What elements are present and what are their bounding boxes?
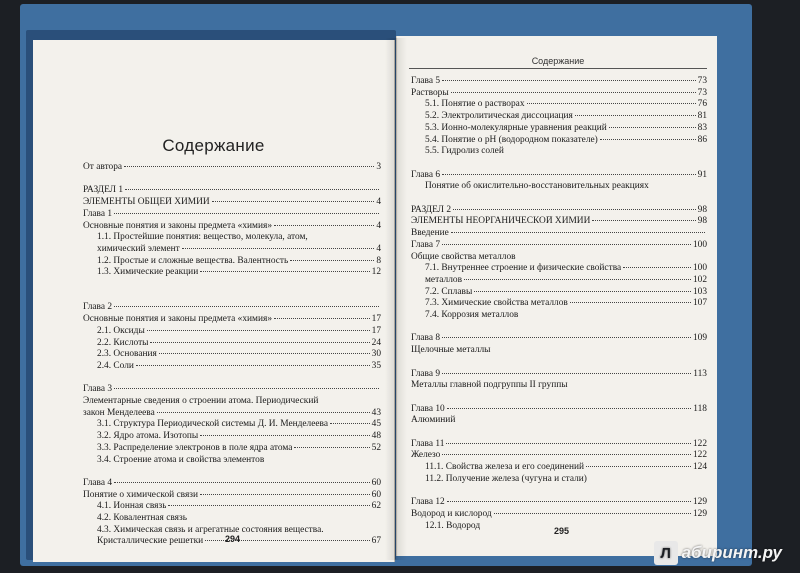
toc-entry	[83, 396, 381, 408]
toc-entry-page: 12	[371, 267, 381, 278]
toc-entry	[411, 123, 707, 135]
toc-entry-page: 98	[697, 216, 707, 227]
toc-entry-label: Общие свойства металлов	[411, 251, 516, 262]
toc-entry-label: 7.2. Сплавы	[425, 286, 473, 297]
toc-entry-label: РАЗДЕЛ 1	[83, 185, 124, 196]
toc-entry	[83, 221, 381, 233]
toc-entry-label: 2.4. Соли	[97, 360, 134, 371]
toc-entry	[411, 275, 707, 287]
toc-leader-dots	[147, 330, 370, 331]
toc-entry-label: химический элемент	[97, 243, 180, 254]
toc-entry-label: 7.3. Химические свойства металлов	[425, 298, 568, 309]
toc-entry-page: 81	[697, 111, 707, 122]
toc-entry-page: 86	[697, 134, 707, 145]
toc-entry	[411, 228, 707, 240]
toc-entry	[83, 232, 381, 244]
left-page	[33, 40, 395, 562]
toc-entry	[411, 99, 707, 111]
toc-entry	[83, 361, 381, 373]
toc-entry-page: 103	[692, 286, 707, 297]
toc-entry	[411, 181, 707, 193]
toc-entry-label: закон Менделеева	[83, 407, 155, 418]
toc-entry-label: 2.2. Кислоты	[97, 337, 149, 348]
toc-entry-label: Основные понятия и законы предмета «химия»	[83, 314, 273, 325]
toc-entry-page: 67	[371, 536, 381, 547]
toc-entry-label: 1.1. Простейшие понятия: вещество, молекула, атом,	[97, 232, 308, 243]
toc-leader-dots	[623, 267, 691, 268]
toc-entry	[411, 298, 707, 310]
toc-leader-dots	[182, 248, 375, 249]
watermark-text: абиринт.ру	[681, 543, 782, 562]
toc-entry-page: 113	[693, 368, 707, 379]
page-number-right: 295	[554, 526, 570, 536]
toc-entry	[411, 404, 707, 416]
toc-leader-dots	[575, 115, 696, 116]
toc-entry-label: 5.1. Понятие о растворах	[425, 99, 525, 110]
toc-entry-label: 5.5. Гидролиз солей	[425, 146, 504, 157]
toc-entry-page: 107	[692, 298, 707, 309]
toc-spacer	[83, 291, 381, 303]
toc-entry-page: 129	[692, 508, 707, 519]
toc-entry-label: 3.4. Строение атома и свойства элементов	[97, 454, 265, 465]
toc-entry-label: 5.3. Ионно-молекулярные уравнения реакций	[425, 122, 607, 133]
toc-entry-page: 102	[692, 274, 707, 285]
toc-entry	[411, 216, 707, 228]
watermark-logo	[654, 541, 782, 565]
toc-entry-label: 2.3. Основания	[97, 349, 157, 360]
toc-entry	[411, 509, 707, 521]
toc-entry-label: Глава 10	[411, 403, 445, 414]
toc-entry	[83, 209, 381, 221]
toc-leader-dots	[451, 92, 696, 93]
toc-entry	[411, 287, 707, 299]
toc-entry	[83, 513, 381, 525]
toc-leader-dots	[159, 353, 370, 354]
toc-spacer	[411, 486, 707, 498]
toc-entry	[83, 162, 381, 174]
page-number-left: 294	[225, 534, 241, 544]
toc-entry-label: Глава 6	[411, 169, 441, 180]
toc-entry-page: 73	[697, 76, 707, 86]
toc-leader-dots	[447, 408, 692, 409]
toc-entry-label: ЭЛЕМЕНТЫ НЕОРГАНИЧЕСКОЙ ХИМИИ	[411, 216, 591, 227]
toc-entry	[83, 326, 381, 338]
toc-spacer	[83, 466, 381, 478]
toc-spacer	[83, 279, 381, 291]
toc-entry	[411, 252, 707, 264]
toc-spacer	[411, 427, 707, 439]
toc-entry-label: Кристаллические решетки	[97, 536, 204, 547]
toc-leader-dots	[168, 505, 369, 506]
toc-leader-dots	[114, 388, 379, 389]
toc-entry	[83, 443, 381, 455]
toc-entry	[83, 185, 381, 197]
toc-entry-page: 76	[697, 99, 707, 110]
toc-entry-page: 8	[376, 255, 381, 266]
toc-entry-page: 35	[371, 360, 381, 371]
toc-entry-label: Растворы	[411, 87, 449, 98]
toc-leader-dots	[442, 337, 691, 338]
toc-leader-dots	[330, 423, 370, 424]
toc-entry-label: 3.3. Распределение электронов в поле ядра атома	[97, 442, 293, 453]
toc-entry	[83, 478, 381, 490]
toc-entry-page: 122	[692, 450, 707, 461]
toc-entry-label: Глава 12	[411, 497, 445, 508]
toc-entry	[411, 333, 707, 345]
toc-entry-page: 52	[371, 442, 381, 453]
toc-entry	[411, 310, 707, 322]
toc-entry-label: Глава 3	[83, 384, 113, 395]
toc-entry-page: 122	[692, 438, 707, 449]
toc-entry	[411, 462, 707, 474]
toc-entry	[83, 349, 381, 361]
toc-entry-page: 124	[692, 462, 707, 473]
toc-list-right	[411, 76, 707, 532]
toc-entry-label: РАЗДЕЛ 2	[411, 204, 452, 215]
toc-entry-page: 17	[371, 325, 381, 336]
toc-entry-label: Глава 5	[411, 76, 441, 86]
toc-entry	[411, 450, 707, 462]
toc-leader-dots	[125, 189, 379, 190]
toc-leader-dots	[453, 209, 696, 210]
toc-entry-page: 3	[376, 162, 381, 172]
toc-leader-dots	[150, 342, 369, 343]
toc-spacer	[411, 158, 707, 170]
toc-entry-page: 91	[697, 169, 707, 180]
toc-leader-dots	[274, 225, 374, 226]
toc-entry	[411, 415, 707, 427]
toc-entry	[411, 170, 707, 182]
toc-entry-label: 5.2. Электролитическая диссоциация	[425, 111, 573, 122]
toc-entry-label: Глава 4	[83, 477, 113, 488]
toc-leader-dots	[464, 279, 691, 280]
toc-leader-dots	[294, 447, 369, 448]
toc-entry-label: Введение	[411, 228, 449, 239]
toc-leader-dots	[442, 80, 696, 81]
toc-leader-dots	[451, 232, 705, 233]
toc-entry-page: 62	[371, 501, 381, 512]
toc-entry-label: Глава 8	[411, 333, 441, 344]
toc-leader-dots	[586, 466, 691, 467]
toc-entry	[83, 384, 381, 396]
toc-entry	[83, 302, 381, 314]
toc-leader-dots	[442, 454, 691, 455]
toc-leader-dots	[157, 412, 370, 413]
toc-leader-dots	[274, 318, 370, 319]
toc-entry-label: Щелочные металлы	[411, 345, 491, 356]
toc-entry-page: 43	[371, 407, 381, 418]
toc-leader-dots	[494, 513, 691, 514]
toc-entry-page: 98	[697, 204, 707, 215]
toc-entry-label: Понятие о химической связи	[83, 489, 198, 500]
toc-entry-page: 100	[692, 263, 707, 274]
toc-entry-label: 11.2. Получение железа (чугуна и стали)	[425, 473, 587, 484]
toc-entry	[411, 474, 707, 486]
toc-entry	[411, 146, 707, 158]
toc-leader-dots	[609, 127, 696, 128]
toc-entry	[411, 111, 707, 123]
toc-entry-label: 7.4. Коррозия металлов	[425, 310, 519, 321]
toc-entry	[411, 439, 707, 451]
toc-entry-page: 30	[371, 349, 381, 360]
toc-leader-dots	[124, 166, 374, 167]
toc-entry-label: Глава 7	[411, 239, 441, 250]
toc-entry-label: Глава 9	[411, 368, 441, 379]
toc-entry-page: 24	[371, 337, 381, 348]
toc-entry	[83, 501, 381, 513]
toc-entry	[83, 408, 381, 420]
toc-entry-label: 2.1. Оксиды	[97, 325, 145, 336]
toc-entry-label: Основные понятия и законы предмета «химия»	[83, 220, 273, 231]
toc-spacer	[411, 193, 707, 205]
toc-entry-label: 7.1. Внутреннее строение и физические свойства	[425, 263, 622, 274]
toc-entry-page: 129	[692, 497, 707, 508]
toc-entry-label: 3.2. Ядро атома. Изотопы	[97, 431, 199, 442]
toc-entry	[83, 244, 381, 256]
toc-entry	[411, 135, 707, 147]
toc-entry	[83, 338, 381, 350]
toc-entry	[411, 369, 707, 381]
toc-entry	[411, 345, 707, 357]
toc-entry	[411, 497, 707, 509]
toc-entry-page: 48	[371, 431, 381, 442]
toc-entry-label: 12.1. Водород	[425, 520, 481, 531]
toc-entry-label: 11.1. Свойства железа и его соединений	[425, 462, 584, 473]
toc-entry-label: 5.4. Понятие о pH (водородном показателе)	[425, 134, 598, 145]
right-page	[396, 36, 717, 556]
toc-leader-dots	[212, 201, 375, 202]
toc-entry-page: 60	[371, 489, 381, 500]
toc-entry	[83, 197, 381, 209]
toc-entry-label: металлов	[425, 274, 463, 285]
toc-leader-dots	[600, 139, 696, 140]
toc-entry	[83, 431, 381, 443]
toc-entry-label: ЭЛЕМЕНТЫ ОБЩЕЙ ХИМИИ	[83, 197, 210, 208]
toc-leader-dots	[114, 306, 379, 307]
toc-entry	[411, 88, 707, 100]
toc-leader-dots	[200, 435, 369, 436]
toc-leader-dots	[200, 494, 370, 495]
toc-entry	[411, 240, 707, 252]
toc-leader-dots	[442, 244, 691, 245]
toc-entry-label: 1.3. Химические реакции	[97, 267, 199, 278]
toc-leader-dots	[592, 220, 695, 221]
toc-leader-dots	[474, 291, 691, 292]
running-head: Содержание	[409, 56, 707, 69]
toc-leader-dots	[442, 174, 696, 175]
toc-entry	[83, 256, 381, 268]
toc-entry-label: 4.1. Ионная связь	[97, 501, 167, 512]
toc-entry-page: 109	[692, 333, 707, 344]
toc-entry-page: 17	[371, 314, 381, 325]
labirint-logo-icon: Л	[654, 541, 678, 565]
toc-entry-label: Глава 2	[83, 302, 113, 313]
toc-entry-label: Элементарные сведения о строении атома. Периодический	[83, 396, 319, 406]
toc-entry	[83, 490, 381, 502]
toc-leader-dots	[114, 213, 379, 214]
toc-title: Содержание	[162, 136, 265, 155]
toc-entry-label: Металлы главной подгруппы II группы	[411, 380, 568, 391]
toc-spacer	[83, 373, 381, 385]
toc-entry-page: 4	[376, 197, 381, 208]
toc-entry-page: 73	[697, 87, 707, 98]
toc-leader-dots	[442, 373, 691, 374]
toc-entry	[411, 205, 707, 217]
toc-spacer	[411, 392, 707, 404]
toc-entry	[411, 76, 707, 88]
toc-leader-dots	[200, 271, 369, 272]
toc-entry-label: Железо	[411, 450, 441, 461]
toc-leader-dots	[136, 365, 370, 366]
toc-spacer	[411, 357, 707, 369]
toc-entry	[83, 267, 381, 279]
toc-entry-page: 4	[376, 243, 381, 254]
toc-entry-label: От автора	[83, 162, 123, 172]
toc-leader-dots	[290, 260, 374, 261]
toc-entry	[83, 419, 381, 431]
toc-entry-page: 4	[376, 220, 381, 231]
toc-spacer	[411, 322, 707, 334]
toc-entry	[411, 263, 707, 275]
toc-entry-label: 4.2. Ковалентная связь	[97, 513, 187, 524]
toc-entry	[83, 455, 381, 467]
toc-entry-label: Глава 11	[411, 438, 445, 449]
toc-entry-label: 1.2. Простые и сложные вещества. Валентность	[97, 255, 289, 266]
toc-leader-dots	[570, 302, 691, 303]
toc-spacer	[83, 174, 381, 186]
toc-entry-label: Глава 1	[83, 208, 113, 219]
toc-leader-dots	[446, 443, 691, 444]
toc-entry	[411, 380, 707, 392]
toc-entry-page: 118	[693, 403, 707, 414]
toc-entry-label: 3.1. Структура Периодической системы Д. И. Менделеева	[97, 419, 329, 430]
toc-list-left	[83, 162, 381, 548]
toc-leader-dots	[447, 501, 691, 502]
toc-entry-page: 60	[371, 477, 381, 488]
toc-leader-dots	[527, 103, 696, 104]
toc-entry	[83, 314, 381, 326]
toc-entry-page: 45	[371, 419, 381, 430]
toc-entry-page: 83	[697, 122, 707, 133]
toc-entry-label: Водород и кислород	[411, 508, 492, 519]
toc-entry-label: Понятие об окислительно-восстановительных реакциях	[425, 181, 649, 192]
toc-leader-dots	[114, 482, 370, 483]
toc-entry-page: 100	[692, 239, 707, 250]
toc-entry-label: Алюминий	[411, 415, 456, 426]
toc-entry-label: 4.3. Химическая связь и агрегатные состояния вещества.	[97, 524, 324, 535]
